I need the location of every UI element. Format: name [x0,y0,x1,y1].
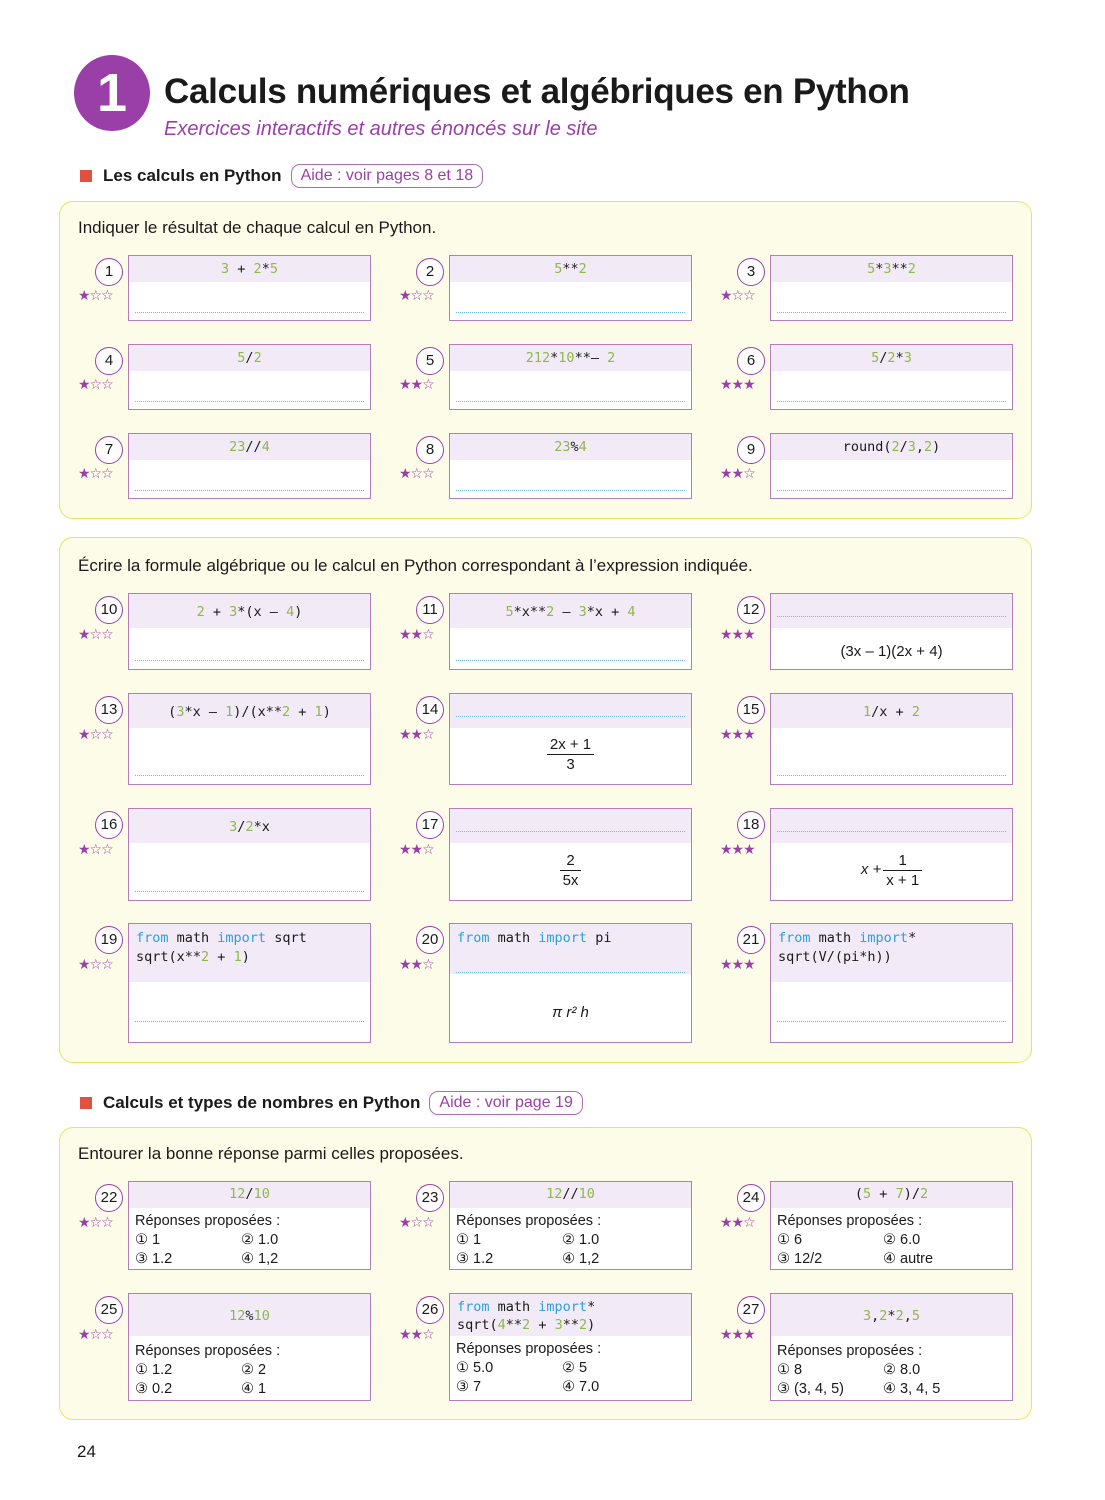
exercise-box [449,255,692,321]
exercise-number: 14 [416,696,444,724]
exercise-number: 11 [416,596,444,624]
difficulty-stars-icon: ★★☆ [399,1327,434,1343]
answer-line[interactable] [135,490,364,491]
difficulty-stars-icon: ★☆☆ [78,957,113,973]
difficulty-stars-icon: ★☆☆ [78,288,113,304]
answer-line[interactable] [135,1021,364,1022]
answer-line[interactable] [456,972,685,973]
answer-choices [777,1342,989,1399]
difficulty-stars-icon: ★★☆ [399,957,434,973]
exercise-box [449,808,692,901]
answer-option[interactable]: ② 1.0 [562,1232,600,1248]
difficulty-stars-icon: ★☆☆ [399,466,434,482]
answer-option[interactable]: ③ 7 [456,1379,482,1395]
answer-option[interactable]: ④ 1,2 [562,1251,600,1267]
difficulty-stars-icon: ★★☆ [399,842,434,858]
exercise-box [449,923,692,1043]
answer-option[interactable]: ④ autre [883,1251,934,1267]
answer-option[interactable]: ① 1 [135,1232,161,1248]
answer-line[interactable] [135,660,364,661]
exercise-box [449,1181,692,1270]
difficulty-stars-icon: ★★★ [720,377,755,393]
answer-option[interactable]: ② 6.0 [883,1232,921,1248]
code-snippet: 5*x**2 – 3*x + 4 [450,594,691,628]
code-snippet: from math import pi [450,924,691,974]
answers-label: Réponses proposées : [135,1343,281,1359]
exercise-number: 4 [95,347,123,375]
difficulty-stars-icon: ★☆☆ [78,1215,113,1231]
difficulty-stars-icon: ★★★ [720,957,755,973]
exercise-box [128,693,371,785]
help-link[interactable]: Aide : voir pages 8 et 18 [291,164,484,188]
answer-option[interactable]: ① 6 [777,1232,803,1248]
chapter-title: Calculs numériques et algébriques en Python [164,72,910,111]
answer-line[interactable] [135,312,364,313]
answer-option[interactable]: ① 1.2 [135,1362,173,1378]
help-link[interactable]: Aide : voir page 19 [429,1091,582,1115]
exercise-number: 13 [95,696,123,724]
difficulty-stars-icon: ★☆☆ [78,1327,113,1343]
exercise-box [128,344,371,410]
answer-line[interactable] [456,312,685,313]
exercise-number: 22 [95,1184,123,1212]
code-snippet: 5/2 [129,345,370,371]
exercise-number: 7 [95,436,123,464]
answers-label: Réponses proposées : [456,1341,602,1357]
difficulty-stars-icon: ★★☆ [399,377,434,393]
code-snippet: 212*10**– 2 [450,345,691,371]
answer-line[interactable] [456,716,685,717]
answer-line[interactable] [135,891,364,892]
exercise-number: 21 [737,926,765,954]
difficulty-stars-icon: ★★☆ [399,627,434,643]
answer-line[interactable] [456,660,685,661]
exercise-box [770,1293,1013,1401]
answer-choices [135,1342,347,1399]
answer-line[interactable] [135,401,364,402]
exercise-box [128,1293,371,1401]
exercise-number: 1 [95,258,123,286]
exercise-number: 19 [95,926,123,954]
answer-option[interactable]: ④ 1,2 [241,1251,279,1267]
code-snippet: (5 + 7)/2 [771,1182,1012,1208]
difficulty-stars-icon: ★☆☆ [78,377,113,393]
section-heading-1 [80,164,483,188]
code-snippet: from math import* sqrt(4**2 + 3**2) [450,1294,691,1336]
difficulty-stars-icon: ★★★ [720,727,755,743]
difficulty-stars-icon: ★★★ [720,1327,755,1343]
exercise-box [770,433,1013,499]
exercise-number: 6 [737,347,765,375]
section-title: Calculs et types de nombres en Python [103,1093,421,1112]
answer-line[interactable] [777,401,1006,402]
exercise-number: 8 [416,436,444,464]
exercise-box [128,1181,371,1270]
answer-line[interactable] [135,775,364,776]
exercise-number: 9 [737,436,765,464]
exercise-box [770,923,1013,1043]
exercise-box [770,808,1013,901]
answer-line[interactable] [777,1021,1006,1022]
answer-option[interactable]: ② 5 [562,1360,588,1376]
section-square-icon [80,1097,92,1109]
math-expression: $\frac{2x + 1}{3}$ [450,736,691,773]
exercise-box [449,1293,692,1401]
code-snippet: (3*x – 1)/(x**2 + 1) [129,694,370,728]
section-title: Les calculs en Python [103,166,282,185]
exercise-box [770,344,1013,410]
exercise-number: 25 [95,1296,123,1324]
code-snippet: from math import* sqrt(V/(pi*h)) [771,924,1012,982]
exercise-box [128,433,371,499]
code-snippet: 23%4 [450,434,691,460]
chapter-number-badge: 1 [74,55,150,131]
code-snippet: from math import sqrt sqrt(x**2 + 1) [129,924,370,982]
answer-choices [135,1212,347,1269]
math-expression: (3x – 1)(2x + 4) [840,643,943,660]
code-snippet: 12%10 [129,1294,370,1336]
exercise-number: 5 [416,347,444,375]
answer-option[interactable]: ③ 12/2 [777,1251,823,1267]
difficulty-stars-icon: ★☆☆ [399,1215,434,1231]
difficulty-stars-icon: ★★★ [720,842,755,858]
code-snippet: 2 + 3*(x – 4) [129,594,370,628]
difficulty-stars-icon: ★☆☆ [78,466,113,482]
answer-choices [777,1212,989,1269]
exercise-box [449,593,692,670]
answers-label: Réponses proposées : [777,1213,923,1229]
code-snippet: 12//10 [450,1182,691,1208]
code-snippet: 12/10 [129,1182,370,1208]
answer-line[interactable] [777,775,1006,776]
exercise-box [770,255,1013,321]
answer-option[interactable]: ③ 1.2 [135,1251,173,1267]
exercise-number: 16 [95,811,123,839]
section-square-icon [80,170,92,182]
exercise-box [449,344,692,410]
exercise-number: 23 [416,1184,444,1212]
answer-option[interactable]: ② 8.0 [883,1362,921,1378]
panel-instruction: Écrire la formule algébrique ou le calcul en Python correspondant à l’expression indiquée. [78,556,753,575]
code-snippet: 5**2 [450,256,691,282]
exercise-box [128,593,371,670]
answer-option[interactable]: ③ (3, 4, 5) [777,1381,844,1397]
difficulty-stars-icon: ★★☆ [720,466,755,482]
exercise-box [128,808,371,901]
exercise-box [128,255,371,321]
exercise-number: 18 [737,811,765,839]
panel-instruction: Indiquer le résultat de chaque calcul en Python. [78,218,437,237]
answer-line[interactable] [777,616,1006,617]
answer-line[interactable] [456,490,685,491]
code-snippet: 23//4 [129,434,370,460]
answer-option[interactable]: ③ 0.2 [135,1381,173,1397]
exercise-number: 10 [95,596,123,624]
code-snippet: 5/2*3 [771,345,1012,371]
difficulty-stars-icon: ★★☆ [720,1215,755,1231]
answer-option[interactable]: ④ 3, 4, 5 [883,1381,941,1397]
code-snippet: round(2/3,2) [771,434,1012,460]
answer-option[interactable]: ① 8 [777,1362,803,1378]
difficulty-stars-icon: ★☆☆ [78,627,113,643]
answer-line[interactable] [456,401,685,402]
math-expression: $\frac{2}{5x}$ [450,852,691,889]
chapter-subtitle[interactable]: Exercices interactifs et autres énoncés sur le site [164,118,598,140]
answer-strip[interactable] [771,809,1012,843]
difficulty-stars-icon: ★☆☆ [78,727,113,743]
answers-label: Réponses proposées : [777,1343,923,1359]
math-expression: x + $\frac{1}{x + 1}$ [771,852,1012,889]
answers-label: Réponses proposées : [456,1213,602,1229]
difficulty-stars-icon: ★☆☆ [399,288,434,304]
answer-line[interactable] [777,490,1006,491]
code-snippet: 1/x + 2 [771,694,1012,728]
exercise-number: 26 [416,1296,444,1324]
exercise-box [770,593,1013,670]
page-number: 24 [77,1442,96,1461]
code-snippet: 3 + 2*5 [129,256,370,282]
answer-option[interactable]: ④ 1 [241,1381,267,1397]
exercise-box [128,923,371,1043]
answer-choices [456,1340,668,1397]
exercise-box [770,1181,1013,1270]
answer-strip[interactable] [771,594,1012,628]
exercise-box [770,693,1013,785]
code-snippet: 3/2*x [129,809,370,843]
difficulty-stars-icon: ★★☆ [399,727,434,743]
answer-option[interactable]: ① 1 [456,1232,482,1248]
exercise-box [449,693,692,785]
answer-option[interactable]: ① 5.0 [456,1360,494,1376]
answer-option[interactable]: ② 1.0 [241,1232,279,1248]
panel-instruction: Entourer la bonne réponse parmi celles proposées. [78,1144,464,1163]
exercise-number: 24 [737,1184,765,1212]
exercise-number: 17 [416,811,444,839]
difficulty-stars-icon: ★★★ [720,627,755,643]
answer-strip[interactable] [450,809,691,843]
answer-strip[interactable] [450,694,691,728]
math-expression: π r² h [552,1004,589,1021]
code-snippet: 3,2*2,5 [771,1294,1012,1336]
difficulty-stars-icon: ★☆☆ [720,288,755,304]
exercise-number: 20 [416,926,444,954]
section-heading-2 [80,1091,583,1115]
answer-line[interactable] [456,831,685,832]
answer-line[interactable] [777,312,1006,313]
answer-option[interactable]: ④ 7.0 [562,1379,600,1395]
difficulty-stars-icon: ★☆☆ [78,842,113,858]
exercise-number: 15 [737,696,765,724]
exercise-box [449,433,692,499]
answer-option[interactable]: ② 2 [241,1362,267,1378]
answers-label: Réponses proposées : [135,1213,281,1229]
exercise-number: 2 [416,258,444,286]
code-snippet: 5*3**2 [771,256,1012,282]
answer-option[interactable]: ③ 1.2 [456,1251,494,1267]
exercise-number: 3 [737,258,765,286]
answer-choices [456,1212,668,1269]
answer-line[interactable] [777,831,1006,832]
exercise-number: 27 [737,1296,765,1324]
exercise-number: 12 [737,596,765,624]
